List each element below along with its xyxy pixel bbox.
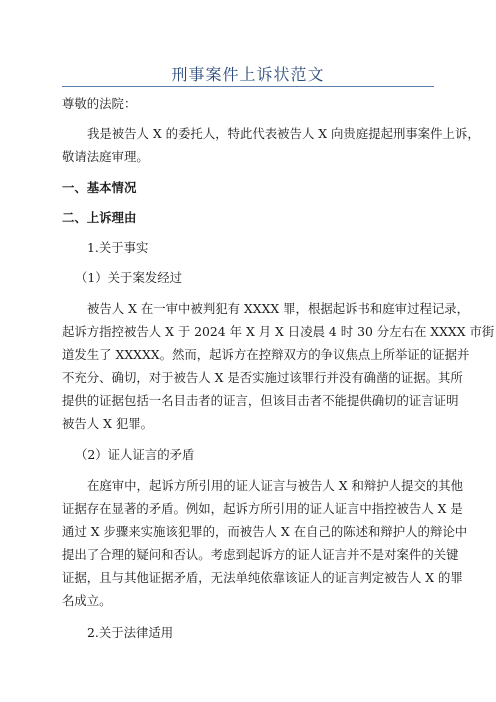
title-divider (62, 86, 434, 87)
section-heading-basic-info: 一、基本情况 (62, 180, 137, 195)
subheading-incident: （1）关于案发经过 (75, 270, 183, 285)
paragraph-line: 被告人 X 在一审中被判犯有 XXXX 罪，根据起诉书和庭审过程记录， (87, 301, 470, 316)
subheading-testimony: （2）证人证言的矛盾 (75, 447, 195, 462)
paragraph-line: 通过 X 步骤来实施该犯罪的，而被告人 X 在自己的陈述和辩护人的辩论中 (62, 524, 468, 539)
paragraph-line: 不充分、确切，对于被告人 X 是否实施过该罪行并没有确凿的证据。其所 (62, 370, 463, 385)
paragraph-line: 名成立。 (62, 593, 112, 608)
paragraph-line: 提供的证据包括一名目击者的证言，但该目击者不能提供确切的证言证明 (62, 393, 459, 408)
paragraph-line: 证据，且与其他证据矛盾，无法单纯依靠该证人的证言判定被告人 X 的罪 (62, 570, 463, 585)
section-heading-appeal-reasons: 二、上诉理由 (62, 210, 137, 225)
subheading-facts: 1.关于事实 (87, 240, 149, 255)
paragraph-line: 起诉方指控被告人 X 于 2024 年 X 月 X 日凌晨 4 时 30 分左右在 XXXX 市街 (62, 324, 495, 339)
salutation: 尊敬的法院： (62, 96, 137, 111)
subheading-law-application: 2.关于法律适用 (87, 625, 174, 640)
paragraph-line: 证据存在显著的矛盾。例如，起诉方所引用的证人证言中指控被告人 X 是 (62, 501, 463, 516)
paragraph-line: 提出了合理的疑问和否认。考虑到起诉方的证人证言并不是对案件的关键 (62, 547, 459, 562)
document-title: 刑事案件上诉状范文 (171, 65, 325, 84)
paragraph-line: 道发生了 XXXXX。然而，起诉方在控辩双方的争议焦点上所举证的证据并 (62, 347, 470, 362)
intro-line: 敬请法庭审理。 (62, 149, 149, 164)
paragraph-line: 在庭审中，起诉方所引用的证人证言与被告人 X 和辩护人提交的其他 (87, 478, 464, 493)
intro-line: 我是被告人 X 的委托人，特此代表被告人 X 向贵庭提起刑事案件上诉， (87, 126, 480, 141)
paragraph-line: 被告人 X 犯罪。 (62, 416, 154, 431)
